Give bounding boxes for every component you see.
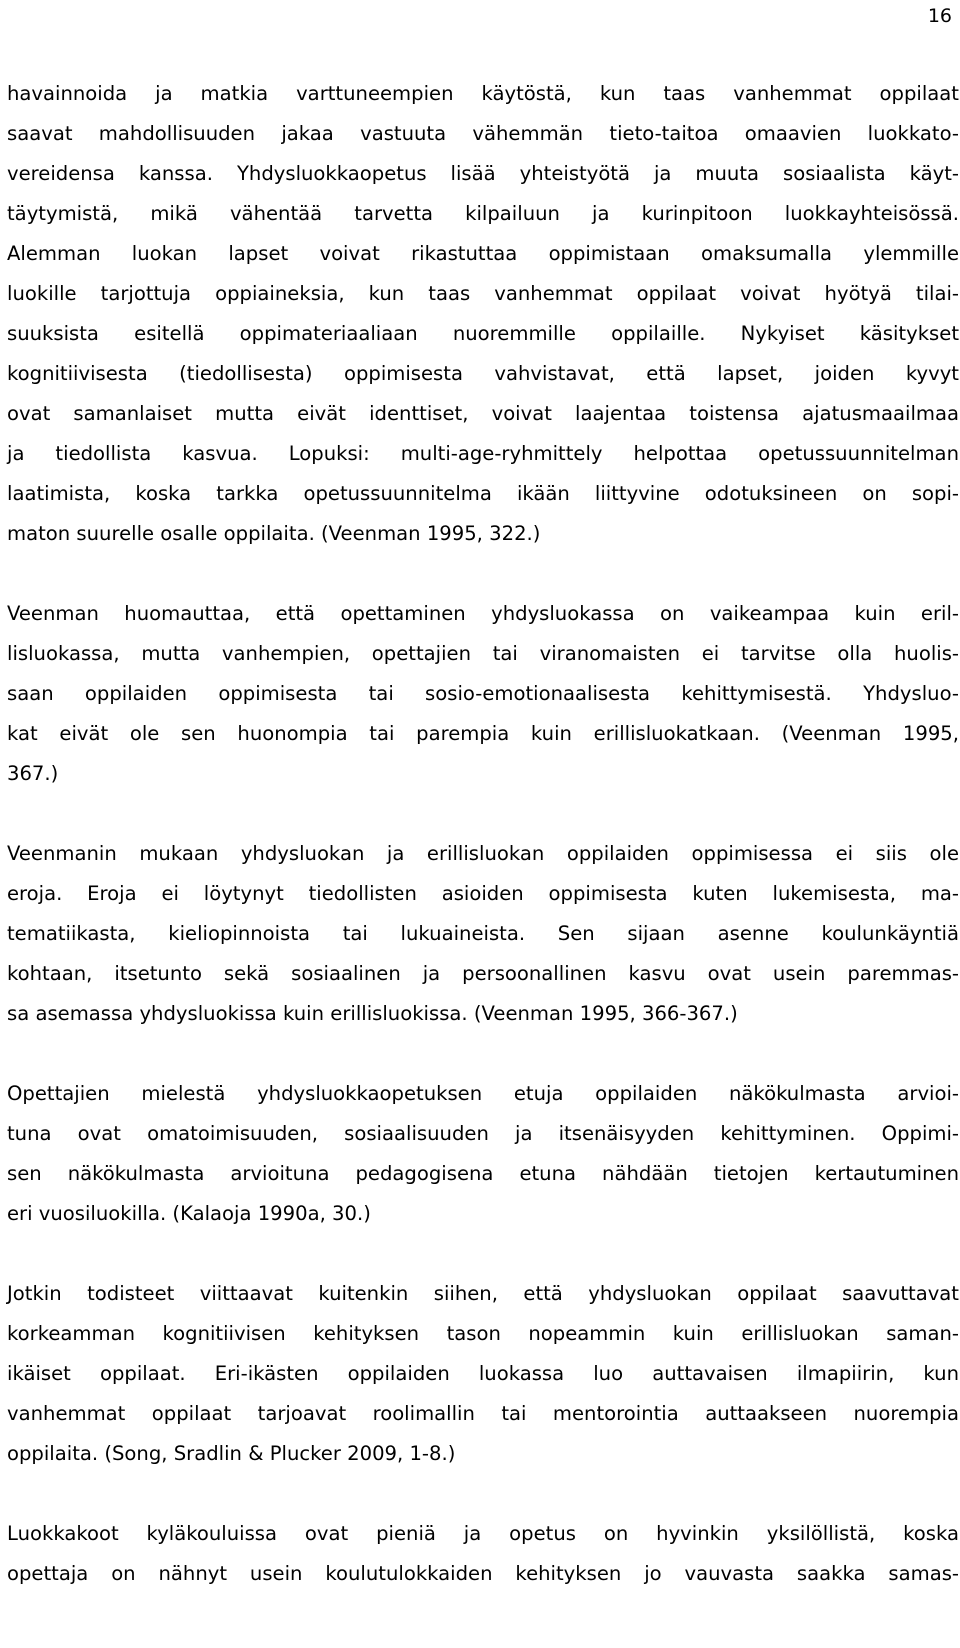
paragraph-2	[7, 594, 959, 794]
text-line: ikäiset oppilaat. Eri-ikästen oppilaiden luokassa luo auttavaisen ilmapiirin, kun	[7, 1362, 959, 1385]
text-line: opettaja on nähnyt usein koulutulokkaiden kehityksen jo vauvasta saakka samas-	[7, 1562, 959, 1585]
text-line: vereidensa kanssa. Yhdysluokkaopetus lisää yhteistyötä ja muuta sosiaalista käyt-	[7, 162, 959, 185]
text-line: havainnoida ja matkia varttuneempien käytöstä, kun taas vanhemmat oppilaat	[7, 82, 959, 105]
text-line: lisluokassa, mutta vanhempien, opettajien tai viranomaisten ei tarvitse olla huolis-	[7, 642, 959, 665]
text-line: Jotkin todisteet viittaavat kuitenkin siihen, että yhdysluokan oppilaat saavuttavat	[7, 1282, 959, 1305]
text-line: sa asemassa yhdysluokissa kuin erillisluokissa. (Veenman 1995, 366-367.)	[7, 1002, 738, 1025]
paragraph-6	[7, 1514, 959, 1594]
text-line: Alemman luokan lapset voivat rikastuttaa oppimistaan omaksumalla ylemmille	[7, 242, 959, 265]
text-line: tematiikasta, kieliopinnoista tai lukuaineista. Sen sijaan asenne koulunkäyntiä	[7, 922, 959, 945]
text-line: saan oppilaiden oppimisesta tai sosio-emotionaalisesta kehittymisestä. Yhdysluo-	[7, 682, 959, 705]
text-line: vanhemmat oppilaat tarjoavat roolimallin tai mentorointia auttaakseen nuorempia	[7, 1402, 959, 1425]
text-line: korkeamman kognitiivisen kehityksen tason nopeammin kuin erillisluokan saman-	[7, 1322, 959, 1345]
text-line: ja tiedollista kasvua. Lopuksi: multi-age-ryhmittely helpottaa opetussuunnitelman	[7, 442, 959, 465]
text-line: Opettajien mielestä yhdysluokkaopetuksen etuja oppilaiden näkökulmasta arvioi-	[7, 1082, 959, 1105]
text-line: tuna ovat omatoimisuuden, sosiaalisuuden ja itsenäisyyden kehittyminen. Oppimi-	[7, 1122, 959, 1145]
text-line: suuksista esitellä oppimateriaaliaan nuoremmille oppilaille. Nykyiset käsitykset	[7, 322, 959, 345]
paragraph-4	[7, 1074, 959, 1234]
text-line: ovat samanlaiset mutta eivät identtiset, voivat laajentaa toistensa ajatusmaailmaa	[7, 402, 959, 425]
text-line: sen näkökulmasta arvioituna pedagogisena etuna nähdään tietojen kertautuminen	[7, 1162, 959, 1185]
paragraph-3	[7, 834, 959, 1034]
text-line: kognitiivisesta (tiedollisesta) oppimisesta vahvistavat, että lapset, joiden kyvyt	[7, 362, 959, 385]
paragraph-5	[7, 1274, 959, 1474]
text-line: saavat mahdollisuuden jakaa vastuuta vähemmän tieto-taitoa omaavien luokkato-	[7, 122, 959, 145]
text-line: täytymistä, mikä vähentää tarvetta kilpailuun ja kurinpitoon luokkayhteisössä.	[7, 202, 959, 225]
text-line: maton suurelle osalle oppilaita. (Veenman 1995, 322.)	[7, 522, 541, 545]
paragraph-1	[7, 74, 959, 554]
text-line: kohtaan, itsetunto sekä sosiaalinen ja persoonallinen kasvu ovat usein paremmas-	[7, 962, 959, 985]
text-line: Luokkakoot kyläkouluissa ovat pieniä ja opetus on hyvinkin yksilöllistä, koska	[7, 1522, 959, 1545]
text-line: 367.)	[7, 762, 59, 785]
text-line: eri vuosiluokilla. (Kalaoja 1990a, 30.)	[7, 1202, 371, 1225]
text-line: luokille tarjottuja oppiaineksia, kun taas vanhemmat oppilaat voivat hyötyä tilai-	[7, 282, 959, 305]
text-line: Veenmanin mukaan yhdysluokan ja erillisluokan oppilaiden oppimisessa ei siis ole	[7, 842, 959, 865]
page-number: 16	[927, 5, 952, 27]
text-line: laatimista, koska tarkka opetussuunnitelma ikään liittyvine odotuksineen on sopi-	[7, 482, 959, 505]
text-line: kat eivät ole sen huonompia tai parempia kuin erillisluokatkaan. (Veenman 1995,	[7, 722, 959, 745]
body-text	[7, 74, 959, 1594]
text-line: oppilaita. (Song, Sradlin & Plucker 2009, 1-8.)	[7, 1442, 456, 1465]
text-line: eroja. Eroja ei löytynyt tiedollisten asioiden oppimisesta kuten lukemisesta, ma-	[7, 882, 959, 905]
text-line: Veenman huomauttaa, että opettaminen yhdysluokassa on vaikeampaa kuin eril-	[7, 602, 959, 625]
